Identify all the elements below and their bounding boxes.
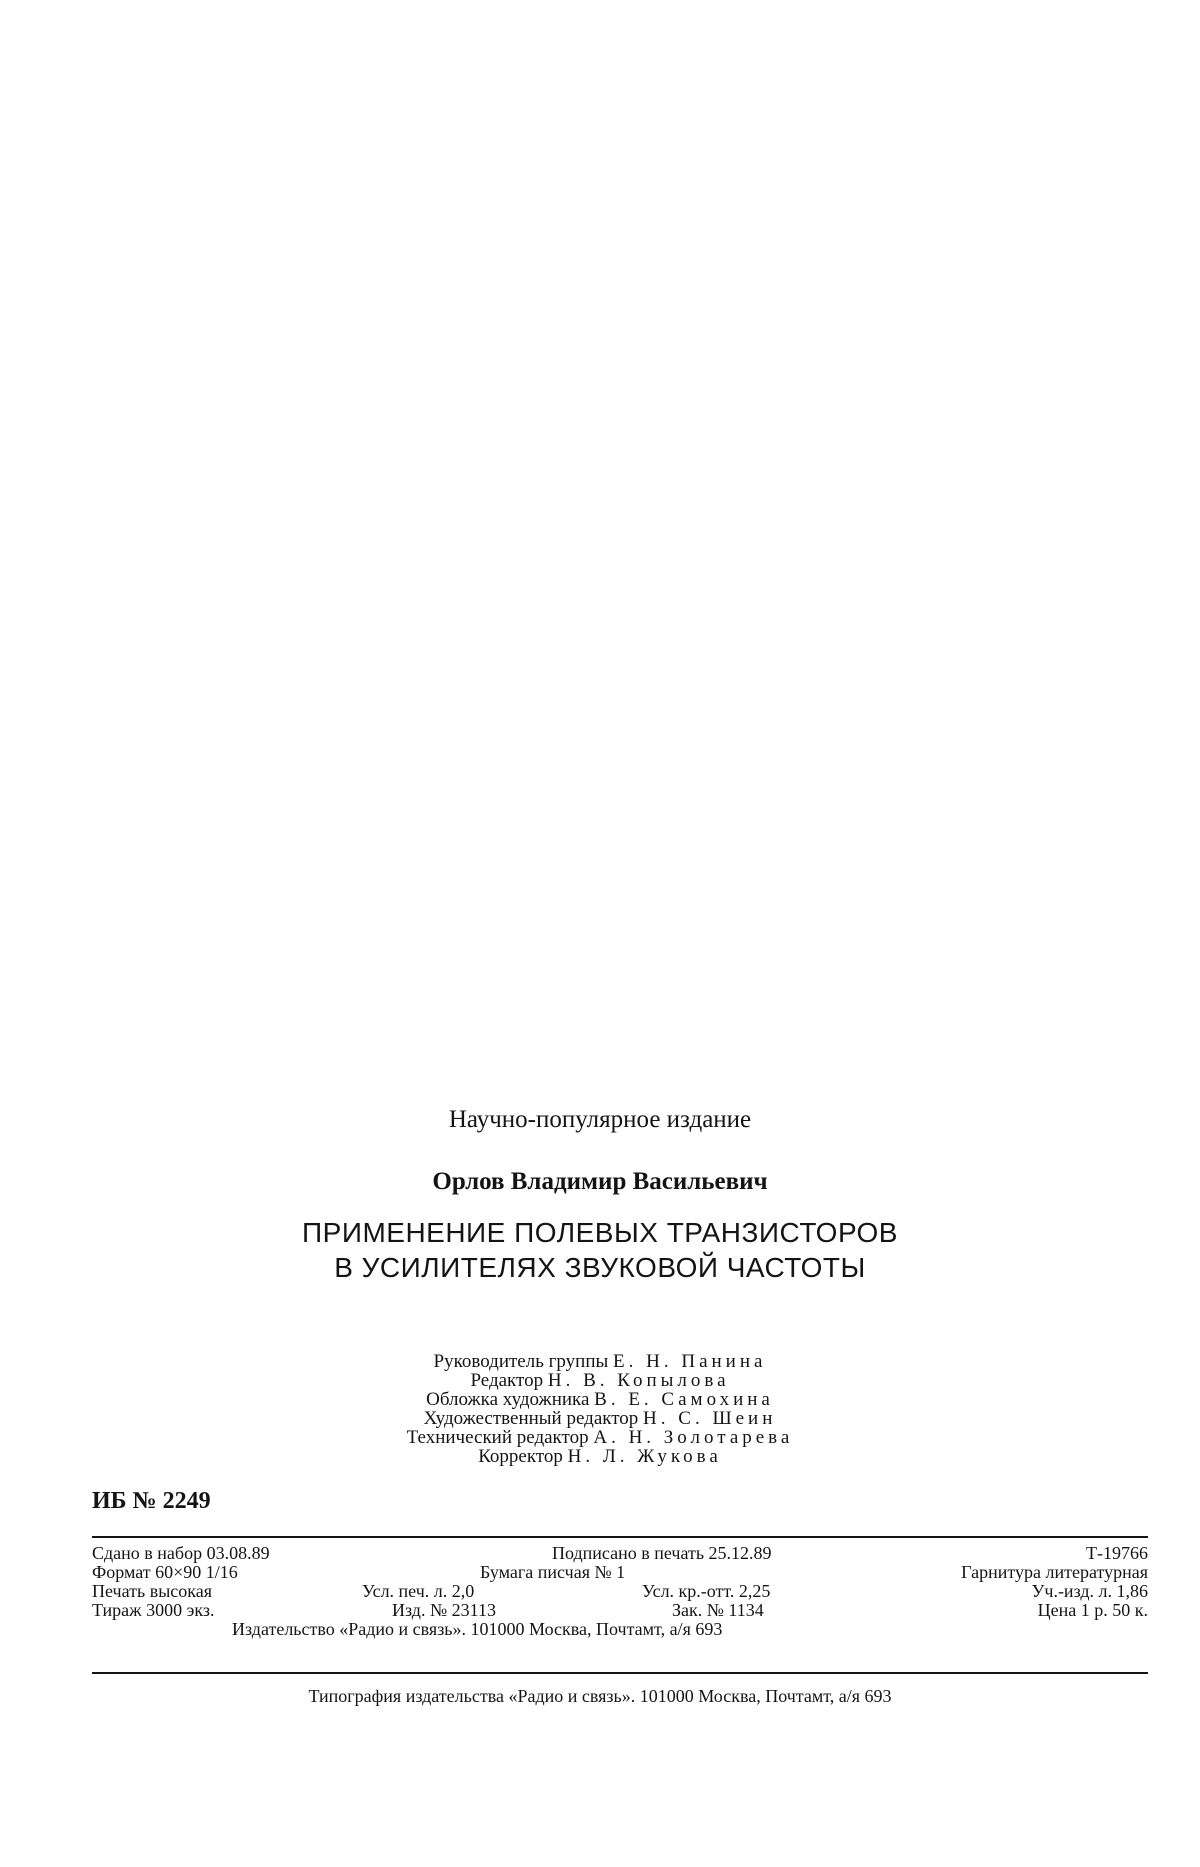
imprint-row [92, 1581, 1148, 1601]
imprint-paper: Бумага писчая № 1 [480, 1562, 626, 1582]
imprint-print-method: Печать высокая [92, 1581, 213, 1601]
credit-line-editor [0, 1371, 1200, 1390]
credit-role: Руководитель группы [433, 1351, 609, 1372]
ib-number: ИБ № 2249 [92, 1488, 211, 1514]
credit-role: Корректор [478, 1446, 563, 1467]
credit-person: В. Е. Самохина [594, 1389, 774, 1410]
credit-person: А. Н. Золотарева [593, 1427, 794, 1448]
imprint-publisher-sheets: Уч.-изд. л. 1,86 [1031, 1581, 1148, 1601]
imprint-row [92, 1562, 1148, 1582]
imprint-circulation: Тираж 3000 экз. [92, 1600, 215, 1620]
imprint-publisher-address: Издательство «Радио и связь». 101000 Москва, Почтамт, а/я 693 [232, 1619, 723, 1639]
credit-line-proofreader [0, 1447, 1200, 1466]
author-name: Орлов Владимир Васильевич [432, 1168, 768, 1195]
book-title-line-1: ПРИМЕНЕНИЕ ПОЛЕВЫХ ТРАНЗИСТОРОВ [302, 1217, 898, 1248]
imprint-print-sheets: Усл. печ. л. 2,0 [362, 1581, 475, 1601]
credits-block [0, 1352, 1200, 1466]
printer-address: Типография издательства «Радио и связь». 101000 Москва, Почтамт, а/я 693 [308, 1686, 892, 1706]
credit-role: Технический редактор [406, 1427, 589, 1448]
imprint-color-prints: Усл. кр.-отт. 2,25 [642, 1581, 771, 1601]
credit-role: Художественный редактор [423, 1408, 639, 1429]
publication-type: Научно-популярное издание [448, 1106, 752, 1133]
credit-person: Н. С. Шеин [643, 1408, 777, 1429]
imprint-typeset-date: Сдано в набор 03.08.89 [92, 1543, 270, 1563]
book-title-line-2: В УСИЛИТЕЛЯХ ЗВУКОВОЙ ЧАСТОТЫ [334, 1252, 866, 1283]
imprint-typeface: Гарнитура литературная [961, 1562, 1148, 1582]
imprint-row [92, 1619, 1148, 1639]
divider-top [92, 1536, 1148, 1538]
credit-line-cover-artist [0, 1390, 1200, 1409]
credit-role: Редактор [470, 1370, 544, 1391]
imprint-order-number: Зак. № 1134 [672, 1600, 764, 1620]
imprint-edition-number: Изд. № 23113 [392, 1600, 496, 1620]
credit-role: Обложка художника [426, 1389, 590, 1410]
credit-person: Н. В. Копылова [547, 1370, 730, 1391]
credit-person: Н. Л. Жукова [567, 1446, 722, 1467]
divider-bottom [92, 1672, 1148, 1674]
imprint-row [92, 1543, 1148, 1563]
imprint-price: Цена 1 р. 50 к. [1037, 1600, 1148, 1620]
imprint-signed-date: Подписано в печать 25.12.89 [552, 1543, 772, 1563]
credit-person: Е. Н. Панина [613, 1351, 767, 1372]
imprint-code: Т-19766 [1086, 1543, 1148, 1563]
imprint-row [92, 1600, 1148, 1620]
credit-line-group-lead [0, 1352, 1200, 1371]
imprint-format: Формат 60×90 1/16 [92, 1562, 238, 1582]
credit-line-art-editor [0, 1409, 1200, 1428]
credit-line-tech-editor [0, 1428, 1200, 1447]
